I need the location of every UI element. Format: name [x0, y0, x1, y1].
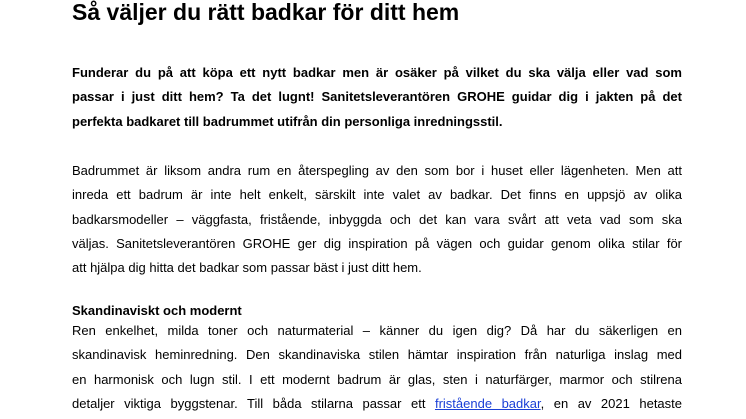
article-title: Så väljer du rätt badkar för ditt hem	[72, 0, 460, 25]
paragraph-line: en harmonisk och lugn stil. I ett modernt badrum är glas, sten i naturfärger, marmor och stilrena	[72, 371, 682, 387]
paragraph-line: skandinavisk heminredning. Den skandinaviska stilen hämtar inspiration från naturliga inslag med	[72, 347, 682, 363]
paragraph-line: Badrummet är liksom andra rum en återspegling av den som bor i huset eller lägenheten. Men att	[72, 163, 682, 178]
paragraph-line: inreda ett badrum är inte helt enkelt, särskilt inte valet av badkar. Det finns en uppsjö av olika	[72, 187, 682, 203]
intro-paragraph	[72, 159, 682, 280]
line-text-after-link: , en av 2021 hetaste	[540, 395, 683, 411]
paragraph-line: väljas. Sanitetsleverantören GROHE ger dig inspiration på vägen och guidar genom olika stilar för	[72, 235, 682, 251]
lead-line: Funderar du på att köpa ett nytt badkar men är osäker på vilket du ska välja eller vad som	[72, 65, 682, 80]
paragraph-line: badkarsmodeller – väggfasta, fristående, inbyggda och det kan vara svårt att veta vad som ska	[72, 211, 682, 227]
lead-paragraph	[72, 61, 682, 134]
scandinavian-paragraph	[72, 319, 682, 416]
paragraph-line	[72, 392, 682, 416]
section-heading: Skandinaviskt och modernt	[72, 303, 242, 318]
paragraph-line: Ren enkelhet, milda toner och naturmaterial – känner du igen dig? Då har du säkerligen en	[72, 323, 682, 338]
lead-line: perfekta badkaret till badrummet utifrån din personliga inredningsstil.	[72, 113, 503, 129]
paragraph-line: att hjälpa dig hitta det badkar som passar bäst i just ditt hem.	[72, 260, 422, 276]
freestanding-bathtub-link[interactable]: fristående badkar	[434, 395, 541, 411]
lead-line: passar i just ditt hem? Ta det lugnt! Sanitetsleverantören GROHE guidar dig i jakten på det	[72, 89, 682, 105]
line-text-before-link: detaljer viktiga byggstenar. Till båda stilarna passar ett	[72, 395, 435, 411]
